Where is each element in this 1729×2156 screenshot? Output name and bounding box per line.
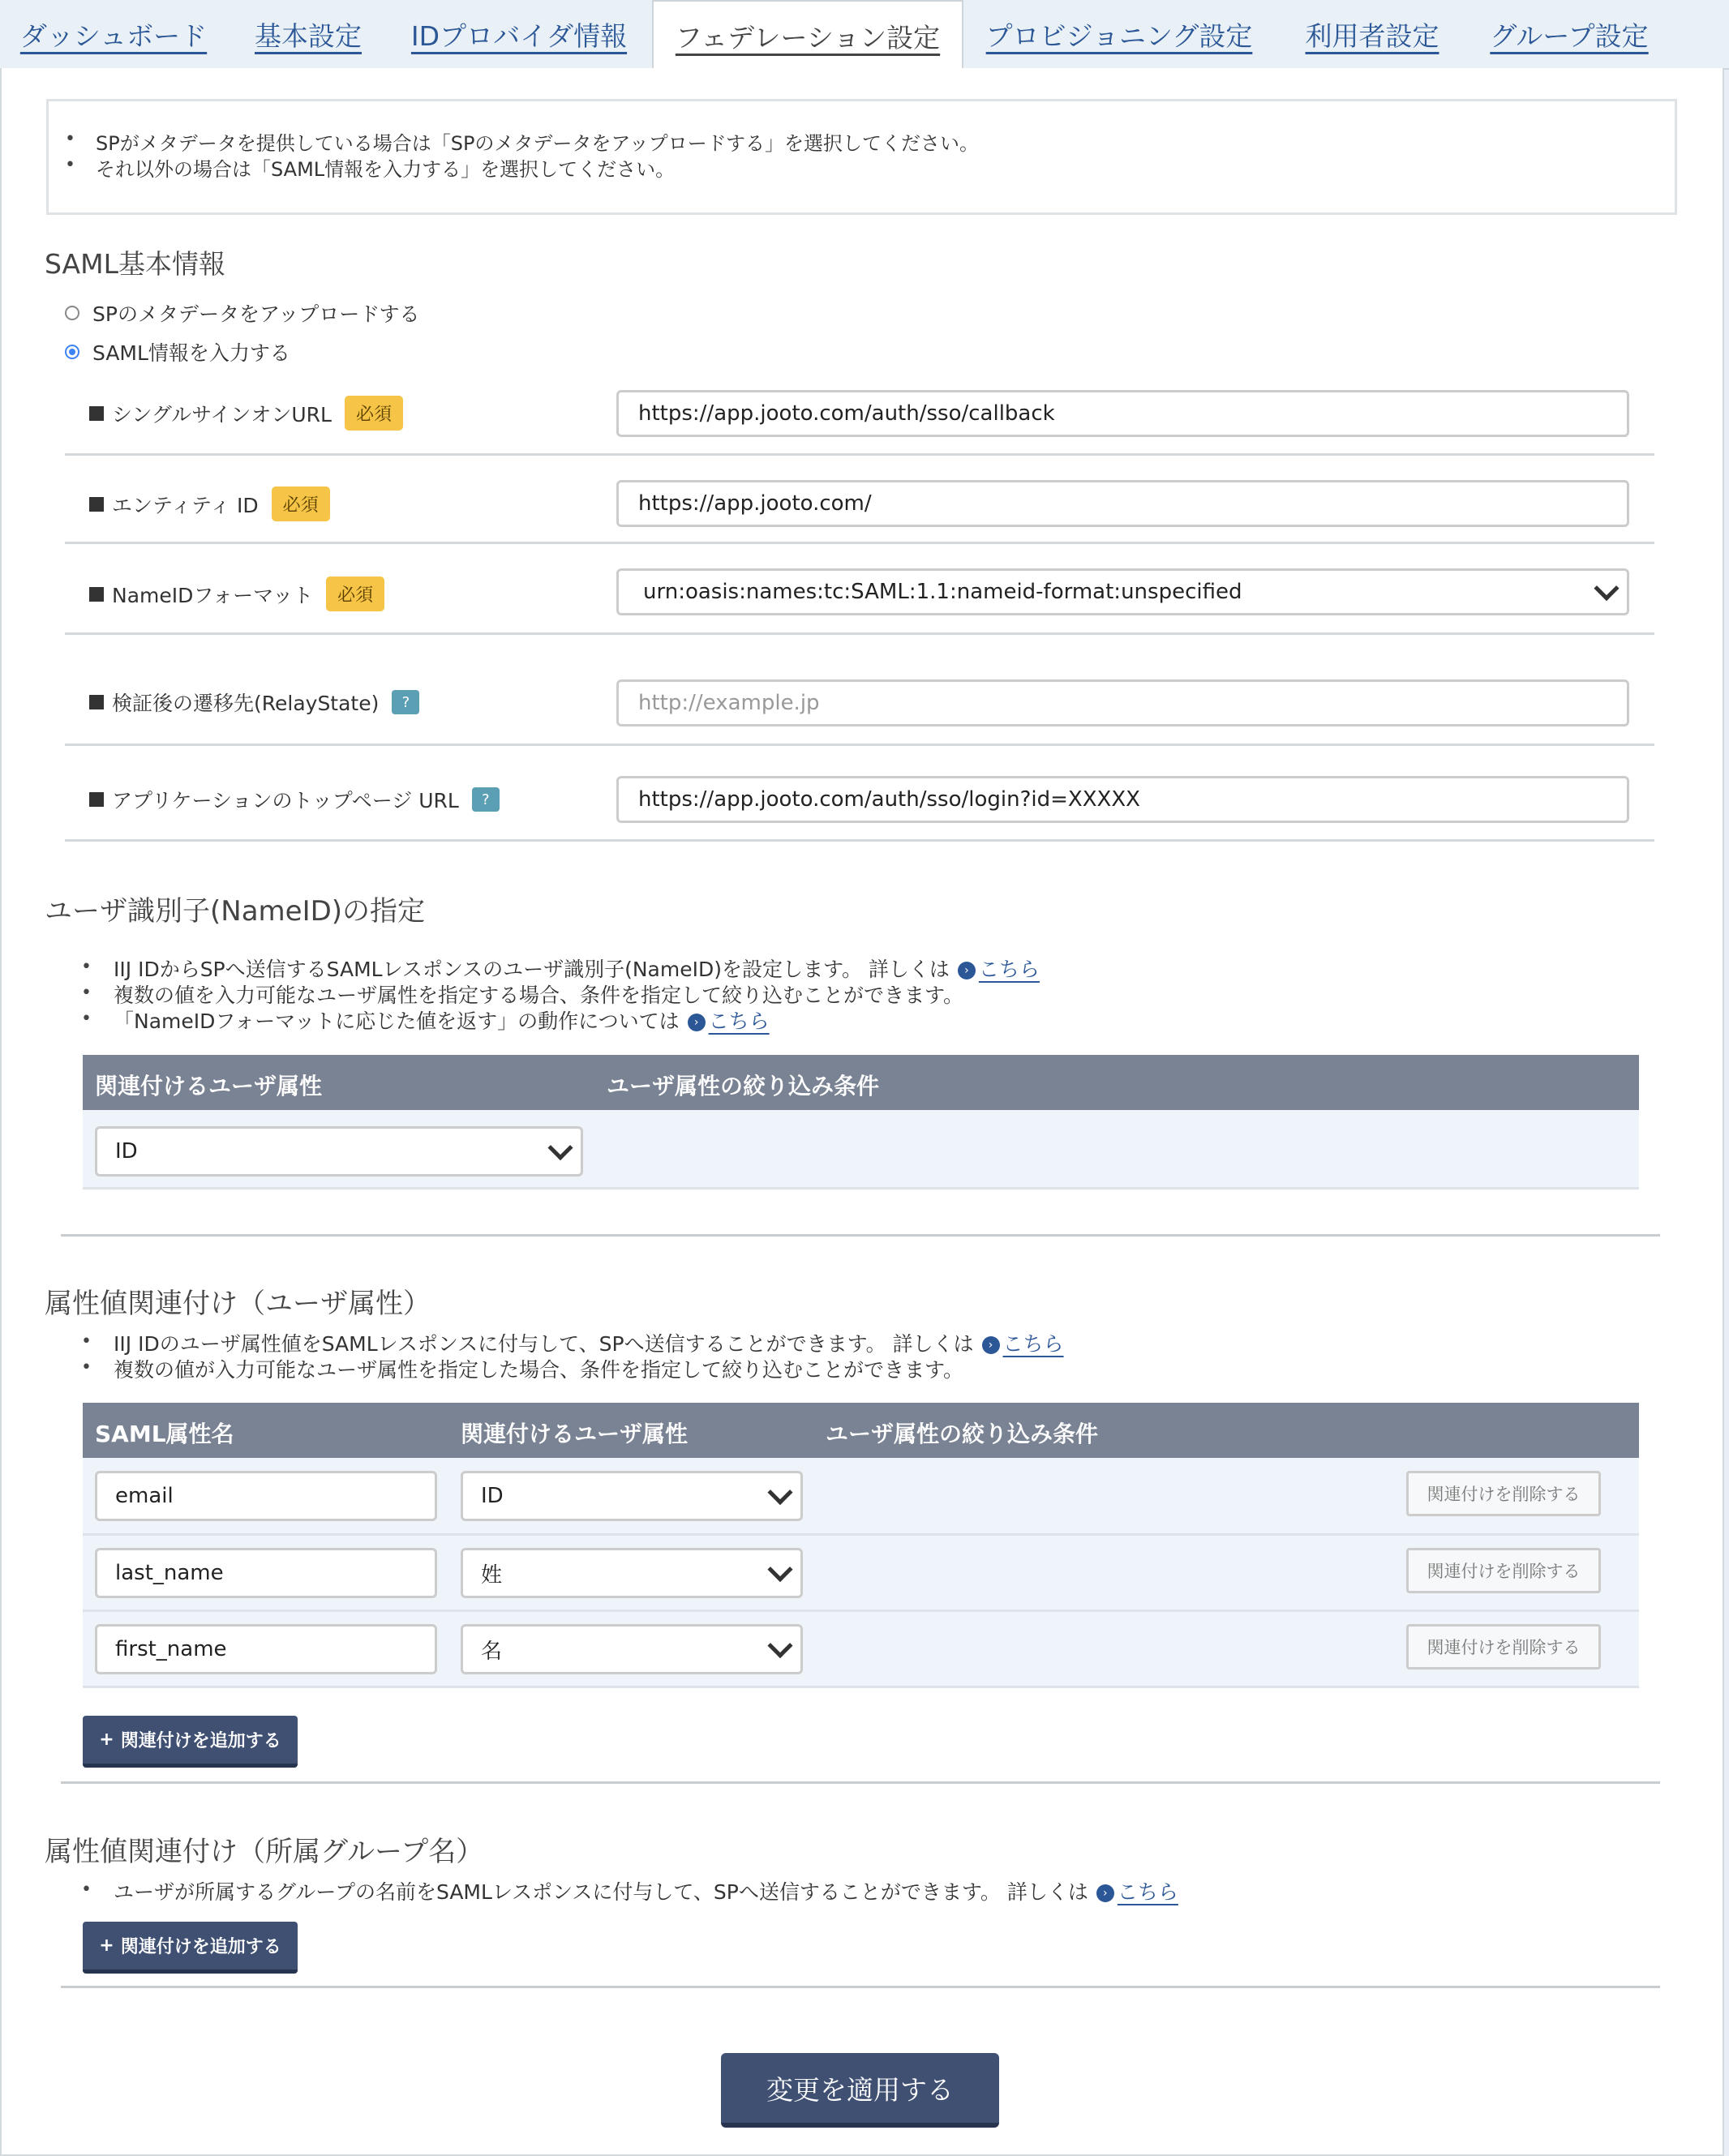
sso-url-input[interactable]: https://app.jooto.com/auth/sso/callback (616, 390, 1629, 437)
nameid-format-behavior-link[interactable]: こちら (708, 1009, 770, 1033)
info-notice (46, 99, 1677, 215)
bullet: • (81, 983, 92, 1003)
chevron-right-circle-icon: › (1096, 1884, 1114, 1902)
chevron-right-circle-icon: › (982, 1336, 1000, 1354)
add-mapping-label: 関連付けを追加する (120, 1731, 281, 1751)
entity-id-input[interactable]: https://app.jooto.com/ (616, 480, 1629, 527)
section-divider (61, 1234, 1660, 1237)
nameid-format-select[interactable] (616, 568, 1629, 615)
group-section-heading: 属性値関連付け（所属グループ名） (45, 1836, 484, 1868)
attr-table-row (83, 1536, 1639, 1612)
radio-input-saml[interactable] (65, 337, 290, 366)
radio-upload-label: SPのメタデータをアップロードする (92, 302, 420, 326)
plus-icon: + (99, 1730, 114, 1750)
col-user-attribute: 関連付けるユーザ属性 (461, 1421, 689, 1447)
nameid-line-1 (114, 954, 1040, 983)
attr-table-row (83, 1458, 1639, 1536)
nameid-line-3-text: 「NameIDフォーマットに応じた値を返す」の動作については (114, 1009, 680, 1033)
saml-attribute-name-input[interactable]: email (95, 1471, 437, 1521)
group-line-1 (114, 1876, 1178, 1905)
bullet: • (81, 957, 92, 977)
details-link[interactable]: こちら (1002, 1332, 1064, 1356)
top-page-url-label (89, 785, 500, 814)
nameid-format-value: urn:oasis:names:tc:SAML:1.1:nameid-format:unspecified (643, 580, 1242, 604)
nameid-section-heading: ユーザ識別子(NameID)の指定 (45, 895, 426, 928)
col-filter-condition: ユーザ属性の絞り込み条件 (826, 1421, 1099, 1447)
bullet: • (81, 1357, 92, 1378)
nameid-attribute-value: ID (115, 1139, 138, 1164)
tab-provisioning-settings[interactable]: プロビジョニング設定 (985, 19, 1253, 52)
nameid-line-3 (114, 1005, 770, 1035)
notice-line-1: SPがメタデータを提供している場合は「SPのメタデータをアップロードする」を選択してください。 (96, 132, 980, 155)
col-user-attribute: 関連付けるユーザ属性 (95, 1073, 323, 1099)
plus-icon: + (99, 1935, 114, 1956)
add-user-attribute-mapping-button[interactable] (83, 1716, 298, 1768)
bullet: • (81, 1009, 92, 1029)
nameid-line-2: 複数の値を入力可能なユーザ属性を指定する場合、条件を指定して絞り込むことができます。 (114, 984, 964, 1007)
chevron-down-icon (767, 1557, 792, 1582)
delete-mapping-button[interactable]: 関連付けを削除する (1406, 1624, 1601, 1670)
nameid-line-1-text: IIJ IDからSPへ送信するSAMLレスポンスのユーザ識別子(NameID)を設定します。 詳しくは (114, 958, 950, 981)
saml-attribute-name-input[interactable]: first_name (95, 1624, 437, 1674)
attr-line-2: 複数の値が入力可能なユーザ属性を指定した場合、条件を指定して絞り込むことができます。 (114, 1358, 964, 1382)
tab-group-settings[interactable]: グループ設定 (1490, 19, 1649, 52)
section-divider (61, 1781, 1660, 1784)
chevron-down-icon (1594, 576, 1619, 601)
tab-federation-settings[interactable]: フェデレーション設定 (652, 0, 963, 70)
nameid-table-row (83, 1110, 1639, 1189)
saml-basic-heading: SAML基本情報 (45, 248, 225, 280)
add-group-mapping-button[interactable] (83, 1922, 298, 1974)
help-icon[interactable]: ? (472, 787, 500, 812)
user-attribute-value: 姓 (481, 1562, 503, 1588)
chevron-down-icon (547, 1135, 573, 1160)
notice-line-2: それ以外の場合は「SAML情報を入力する」を選択してください。 (96, 158, 676, 181)
bullet: • (65, 155, 75, 175)
chevron-down-icon (767, 1633, 792, 1658)
delete-mapping-button[interactable]: 関連付けを削除する (1406, 1471, 1601, 1516)
attr-table-header (83, 1403, 1639, 1458)
attr-line-1 (114, 1328, 1064, 1357)
entity-id-label (89, 486, 330, 521)
sso-url-label (89, 396, 403, 431)
radio-button-selected[interactable] (65, 345, 79, 359)
user-attribute-value: ID (481, 1484, 504, 1508)
tab-dashboard[interactable]: ダッシュボード (19, 19, 208, 52)
bullet: • (65, 129, 75, 149)
nameid-format-label-text: NameIDフォーマット (112, 583, 314, 607)
square-bullet-icon (89, 695, 104, 709)
delete-mapping-button[interactable]: 関連付けを削除する (1406, 1548, 1601, 1593)
square-bullet-icon (89, 587, 104, 602)
divider (65, 744, 1654, 746)
section-divider (61, 1986, 1660, 1988)
nameid-attribute-select[interactable] (95, 1126, 583, 1177)
radio-input-label: SAML情報を入力する (92, 341, 290, 365)
nameid-format-label (89, 577, 384, 611)
square-bullet-icon (89, 792, 104, 807)
attr-section-heading: 属性値関連付け（ユーザ属性） (45, 1288, 431, 1320)
user-attribute-select[interactable] (461, 1624, 803, 1674)
tab-idp-info[interactable]: IDプロバイダ情報 (410, 19, 628, 52)
relay-state-input[interactable]: http://example.jp (616, 679, 1629, 727)
user-attribute-select[interactable] (461, 1471, 803, 1521)
col-saml-attribute-name: SAML属性名 (95, 1421, 234, 1447)
square-bullet-icon (89, 497, 104, 512)
required-badge: 必須 (272, 486, 330, 521)
top-page-url-label-text: アプリケーションのトップページ URL (112, 789, 459, 812)
bullet: • (81, 1331, 92, 1352)
chevron-down-icon (767, 1480, 792, 1505)
radio-button[interactable] (65, 306, 79, 320)
details-link[interactable]: こちら (978, 958, 1040, 981)
tab-user-settings[interactable]: 利用者設定 (1305, 19, 1439, 52)
tab-bar (0, 0, 1729, 70)
divider (65, 453, 1654, 456)
add-mapping-label: 関連付けを追加する (120, 1937, 281, 1957)
col-filter-condition: ユーザ属性の絞り込み条件 (607, 1073, 880, 1099)
relay-state-label (89, 688, 419, 717)
required-badge: 必須 (326, 577, 384, 611)
sso-url-label-text: シングルサインオンURL (112, 402, 332, 426)
radio-upload-metadata[interactable] (65, 298, 419, 328)
group-line-1-text: ユーザが所属するグループの名前をSAMLレスポンスに付与して、SPへ送信することができます。 詳しくは (114, 1880, 1088, 1904)
nameid-table-header (83, 1055, 1639, 1110)
bullet: • (81, 1880, 92, 1900)
chevron-right-circle-icon: › (958, 962, 976, 979)
user-attribute-value: 名 (481, 1639, 503, 1664)
tab-basic-settings[interactable]: 基本設定 (255, 19, 362, 52)
square-bullet-icon (89, 406, 104, 421)
saml-attribute-name-input[interactable]: last_name (95, 1548, 437, 1598)
chevron-right-circle-icon: › (688, 1014, 706, 1031)
help-icon[interactable]: ? (392, 690, 419, 714)
attr-table-row (83, 1612, 1639, 1688)
attr-line-1-text: IIJ IDのユーザ属性値をSAMLレスポンスに付与して、SPへ送信することができます。 詳しくは (114, 1332, 974, 1356)
divider (65, 542, 1654, 544)
apply-changes-button[interactable]: 変更を適用する (721, 2053, 999, 2128)
divider (65, 632, 1654, 635)
top-page-url-input[interactable]: https://app.jooto.com/auth/sso/login?id=XXXXX (616, 776, 1629, 823)
relay-state-label-text: 検証後の遷移先(RelayState) (112, 692, 380, 715)
required-badge: 必須 (345, 396, 403, 431)
divider (65, 839, 1654, 842)
user-attribute-select[interactable] (461, 1548, 803, 1598)
details-link[interactable]: こちら (1117, 1880, 1178, 1904)
entity-id-label-text: エンティティ ID (112, 493, 259, 517)
